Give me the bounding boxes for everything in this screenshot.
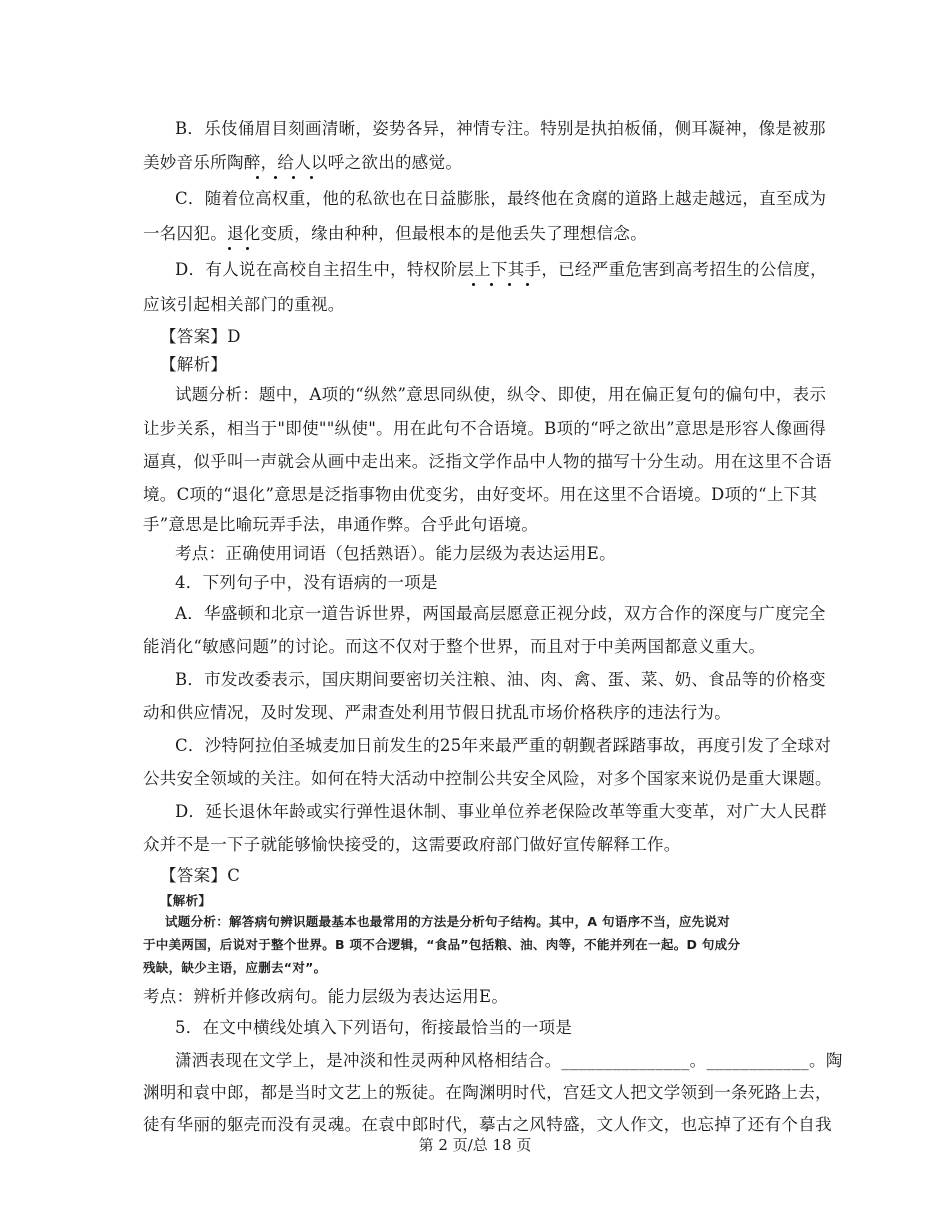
- option-c-line-2: 一名囚犯。退化变质，缘由种种，但最根本的是他丢失了理想信念。: [143, 224, 647, 243]
- analysis-line-1: 试题分析：题中，A项的“纵然”意思同纵使，纵令、即使，用在偏正复句的偏句中，表示: [175, 385, 827, 404]
- emphasis-dot: [256, 176, 259, 179]
- answer-label-2: 【答案】C: [160, 866, 241, 885]
- q4-option-a-line-1: A．华盛顿和北京一道告诉世界，两国最高层愿意正视分歧，双方合作的深度与广度完全: [175, 604, 826, 623]
- analysis2-line-1: 试题分析：解答病句辨识题最基本也最常用的方法是分析句子结构。其中，A 句语序不当，应先说对: [165, 914, 731, 929]
- passage-line-3: 徒有华丽的躯壳而没有灵魂。在袁中郎时代，摹古之风特盛，文人作文，也忘掉了还有个自我: [143, 1115, 832, 1134]
- q4-option-b-line-1: B．市发改委表示，国庆期间要密切关注粮、油、肉、禽、蛋、菜、奶、食品等的价格变: [175, 670, 826, 689]
- option-d-line-1: D．有人说在高校自主招生中，特权阶层上下其手，已经严重危害到高考招生的公信度，: [175, 260, 827, 279]
- q4-option-d-line-2: 众并不是一下子就能够愉快接受的，这需要政府部门做好宣传解释工作。: [143, 835, 681, 854]
- analysis-line-2: 让步关系，相当于"即使""纵使"。用在此句不合语境。B项的“呼之欲出”意思是形容人像画得: [143, 419, 827, 438]
- emphasis-dot: [246, 247, 249, 250]
- passage-line-2: 渊明和袁中郎，都是当时文艺上的叛徒。在陶渊明时代，宫廷文人把文学领到一条死路上去，: [143, 1083, 832, 1102]
- analysis-line-3: 逼真，似乎叫一声就会从画中走出来。泛指文学作品中人物的描写十分生动。用在这里不合语: [143, 452, 832, 471]
- option-c-line-1: C．随着位高权重，他的私欲也在日益膨胀，最终他在贪腐的道路上越走越远，直至成为: [175, 189, 827, 208]
- knowledge-point-3: 考点：正确使用词语（包括熟语）。能力层级为表达运用E。: [175, 544, 616, 563]
- option-b-line-2: 美妙音乐所陶醉，给人以呼之欲出的感觉。: [143, 153, 463, 172]
- passage-line-1: 潇洒表现在文学上，是冲淡和性灵两种风格相结合。_______________。____________。陶: [175, 1051, 843, 1070]
- answer-label: 【答案】D: [160, 327, 241, 346]
- page-footer: 第 2 页/总 18 页: [418, 1136, 532, 1154]
- emphasis-dot: [228, 247, 231, 250]
- question-4-stem: 4．下列句子中，没有语病的一项是: [175, 573, 438, 592]
- analysis2-line-2: 于中美两国，后说对于整个世界。B 项不合逻辑，“食品”包括粮、油、肉等，不能并列在一起。D 句成分: [143, 937, 741, 952]
- analysis-label-2: 【解析】: [160, 893, 212, 908]
- q4-option-b-line-2: 动和供应情况，及时发现、严肃查处利用节假日扰乱市场价格秩序的违法行为。: [143, 703, 731, 722]
- analysis-line-5: 手”意思是比喻玩弄手法，串通作弊。合乎此句语境。: [143, 515, 539, 534]
- emphasis-dot: [508, 283, 511, 286]
- analysis-label: 【解析】: [160, 355, 228, 374]
- emphasis-dot: [310, 176, 313, 179]
- question-5-stem: 5．在文中横线处填入下列语句，衔接最恰当的一项是: [175, 1018, 573, 1037]
- q4-option-c-line-2: 公共安全领域的关注。如何在特大活动中控制公共安全风险，对多个国家来说仍是重大课题。: [143, 769, 832, 788]
- q4-option-a-line-2: 能消化“敏感问题”的讨论。而这不仅对于整个世界，而且对于中美两国都意义重大。: [143, 637, 766, 656]
- analysis-line-4: 境。C项的“退化”意思是泛指事物由优变劣，由好变坏。用在这里不合语境。D项的“上下其: [143, 485, 818, 504]
- emphasis-dot: [490, 283, 493, 286]
- q4-option-c-line-1: C．沙特阿拉伯圣城麦加日前发生的25年来最严重的朝觐者踩踏事故，再度引发了全球对: [175, 736, 832, 755]
- emphasis-dot: [472, 283, 475, 286]
- emphasis-dot: [274, 176, 277, 179]
- option-b-line-1: B．乐伎俑眉目刻画清晰，姿势各异，神情专注。特别是执拍板俑，侧耳凝神，像是被那: [175, 119, 826, 138]
- emphasis-dot: [292, 176, 295, 179]
- knowledge-point-4: 考点：辨析并修改病句。能力层级为表达运用E。: [143, 987, 509, 1006]
- option-d-line-2: 应该引起相关部门的重视。: [143, 295, 345, 314]
- analysis2-line-3: 残缺，缺少主语，应删去“对”。: [143, 960, 327, 975]
- emphasis-dot: [526, 283, 529, 286]
- q4-option-d-line-1: D．延长退休年龄或实行弹性退休制、事业单位养老保险改革等重大变革，对广大人民群: [175, 802, 827, 821]
